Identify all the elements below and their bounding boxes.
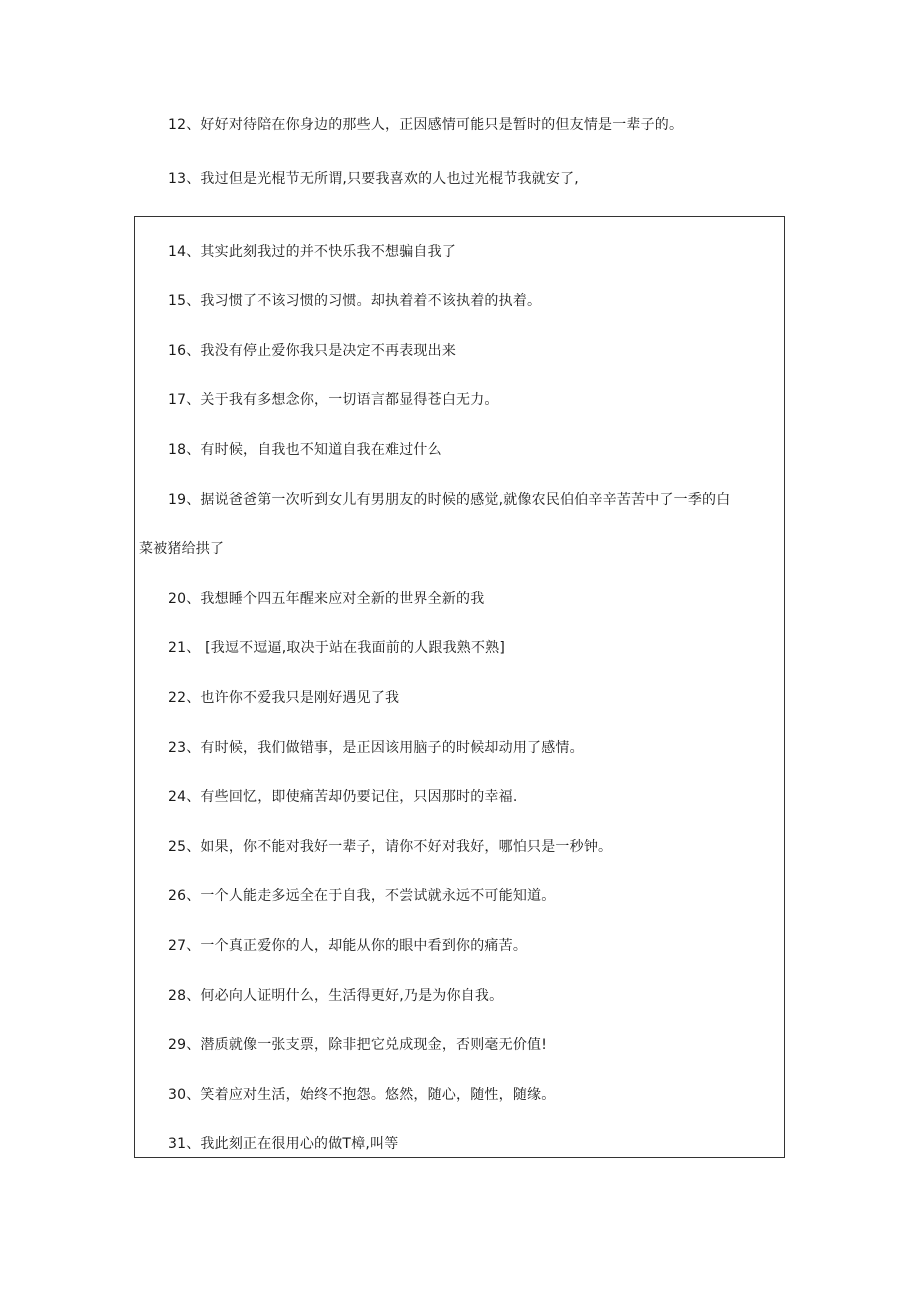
list-item: 17、关于我有多想念你，一切语言都显得苍白无力。 bbox=[168, 392, 499, 408]
list-item: 13、我过但是光棍节无所谓,只要我喜欢的人也过光棍节我就安了, bbox=[168, 171, 579, 187]
list-item-continuation: 菜被猪给拱了 bbox=[139, 541, 225, 557]
list-item: 20、我想睡个四五年醒来应对全新的世界全新的我 bbox=[168, 591, 485, 607]
list-item: 12、好好对待陪在你身边的那些人，正因感情可能只是暂时的但友情是一辈子的。 bbox=[168, 117, 684, 133]
list-item: 18、有时候，自我也不知道自我在难过什么 bbox=[168, 442, 442, 458]
list-item: 27、一个真正爱你的人，却能从你的眼中看到你的痛苦。 bbox=[168, 938, 528, 954]
list-item: 28、何必向人证明什么，生活得更好,乃是为你自我。 bbox=[168, 988, 504, 1004]
list-item: 15、我习惯了不该习惯的习惯。却执着着不该执着的执着。 bbox=[168, 293, 542, 309]
list-item: 16、我没有停止爱你我只是决定不再表现出来 bbox=[168, 343, 457, 359]
list-item: 22、也许你不爱我只是刚好遇见了我 bbox=[168, 690, 400, 706]
list-item: 21、 [我逗不逗逼,取决于站在我面前的人跟我熟不熟] bbox=[168, 640, 506, 656]
list-item: 29、潜质就像一张支票，除非把它兑成现金，否则毫无价值! bbox=[168, 1037, 548, 1053]
list-item: 14、其实此刻我过的并不快乐我不想骗自我了 bbox=[168, 244, 457, 260]
list-item: 19、据说爸爸第一次听到女儿有男朋友的时候的感觉,就像农民伯伯辛辛苦苦中了一季的白 bbox=[168, 492, 731, 508]
list-item: 30、笑着应对生活，始终不抱怨。悠然，随心，随性，随缘。 bbox=[168, 1087, 556, 1103]
list-item: 24、有些回忆，即使痛苦却仍要记住，只因那时的幸福. bbox=[168, 789, 518, 805]
bordered-text-box bbox=[134, 216, 785, 1158]
list-item: 25、如果，你不能对我好一辈子，请你不好对我好，哪怕只是一秒钟。 bbox=[168, 839, 613, 855]
list-item: 26、一个人能走多远全在于自我，不尝试就永远不可能知道。 bbox=[168, 888, 556, 904]
list-item: 31、我此刻正在很用心的做T樟,叫等 bbox=[168, 1136, 399, 1152]
list-item: 23、有时候，我们做错事，是正因该用脑子的时候却动用了感情。 bbox=[168, 740, 584, 756]
